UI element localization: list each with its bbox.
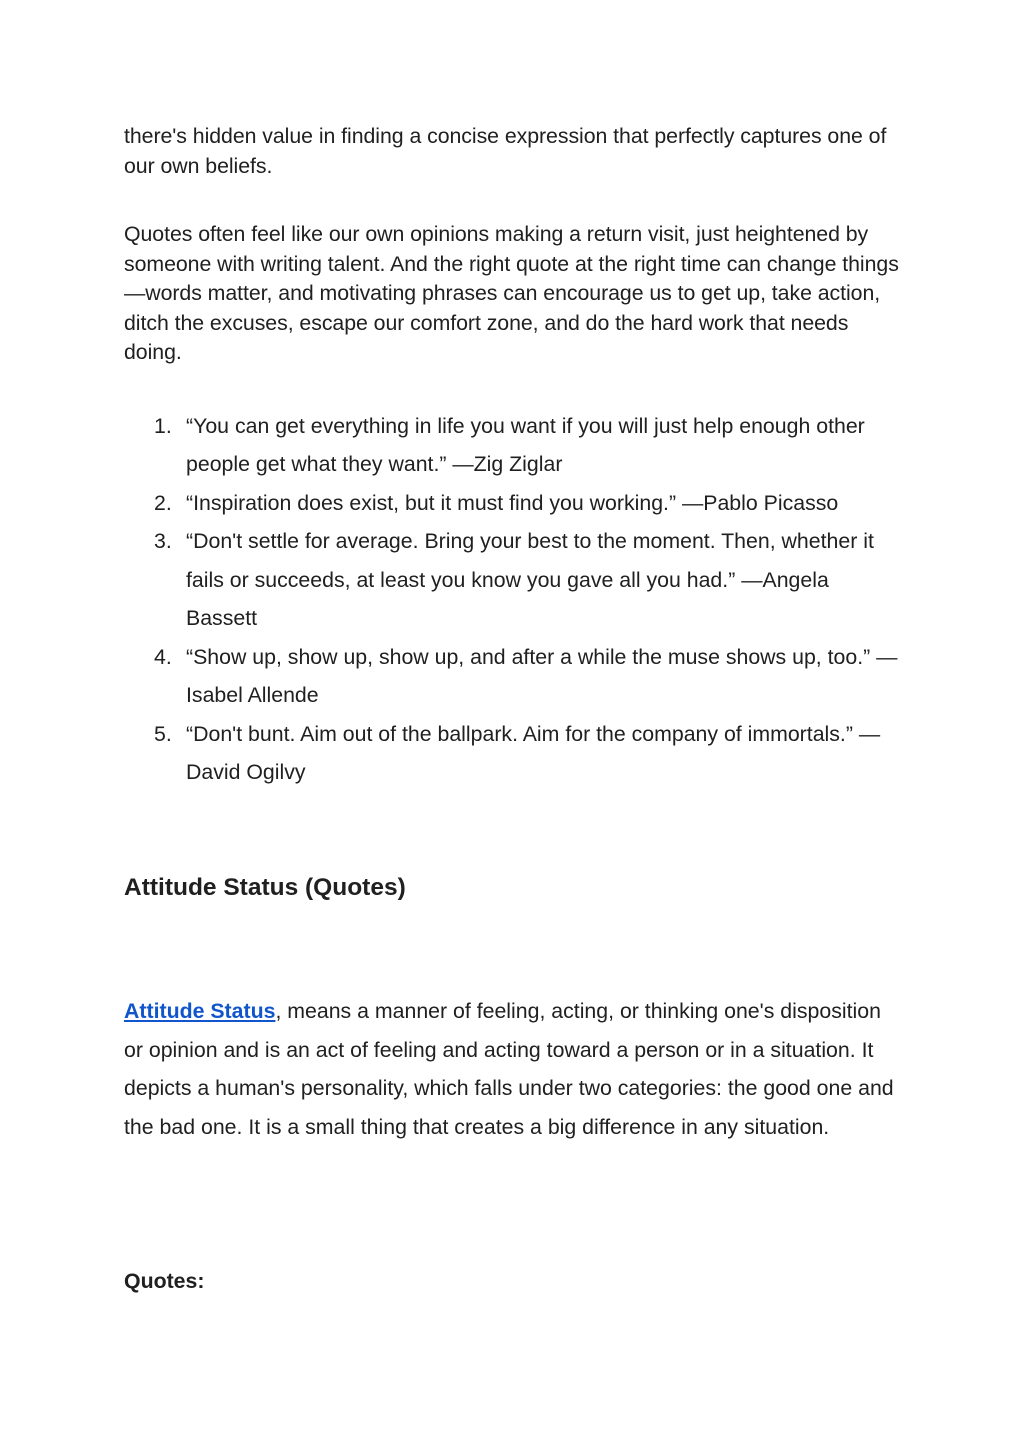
list-item-number: 1. — [154, 413, 172, 438]
attitude-status-link[interactable]: Attitude Status — [124, 999, 276, 1023]
attitude-paragraph — [124, 992, 904, 1146]
list-item-number: 2. — [154, 490, 172, 515]
list-item-text: “Inspiration does exist, but it must find you working.” —Pablo Picasso — [186, 490, 839, 515]
intro-paragraph-1: there's hidden value in finding a concise expression that perfectly captures one of our own beliefs. — [124, 124, 887, 178]
document-page — [124, 122, 904, 1293]
quotes-subheading: Quotes: — [124, 1269, 205, 1293]
list-item-text: “Show up, show up, show up, and after a while the muse shows up, too.” —Isabel Allende — [186, 644, 898, 707]
list-item — [124, 522, 904, 638]
list-item — [124, 715, 904, 792]
attitude-paragraph-text: , means a manner of feeling, acting, or thinking one's disposition or opinion and is an act of feeling and acting toward a person or in a situation. It depicts a human's personality, which falls under two categories: the good one and the bad one. It is a small thing that creates a big difference in any situation. — [124, 999, 894, 1139]
section-heading: Attitude Status (Quotes) — [124, 874, 406, 901]
list-item-number: 3. — [154, 529, 172, 553]
quote-list — [124, 407, 904, 792]
list-item — [124, 638, 904, 715]
list-item — [124, 407, 904, 484]
list-item-number: 5. — [154, 721, 172, 746]
intro-paragraph-2: Quotes often feel like our own opinions making a return visit, just heightened by someone with writing talent. And the right quote at the right time can change things—words matter, and motivating phrases can encourage us to get up, take action, ditch the excuses, escape our comfort zone, and do the hard work that needs doing. — [124, 222, 899, 364]
list-item-number: 4. — [154, 644, 172, 669]
list-item-text: “Don't bunt. Aim out of the ballpark. Aim for the company of immortals.” —David Ogilvy — [186, 721, 881, 784]
list-item — [124, 484, 904, 523]
list-item-text: “You can get everything in life you want if you will just help enough other people get what they want.” —Zig Ziglar — [186, 413, 865, 476]
list-item-text: “Don't settle for average. Bring your best to the moment. Then, whether it fails or succeeds, at least you know you gave all you had.” —Angela Bassett — [186, 529, 874, 630]
